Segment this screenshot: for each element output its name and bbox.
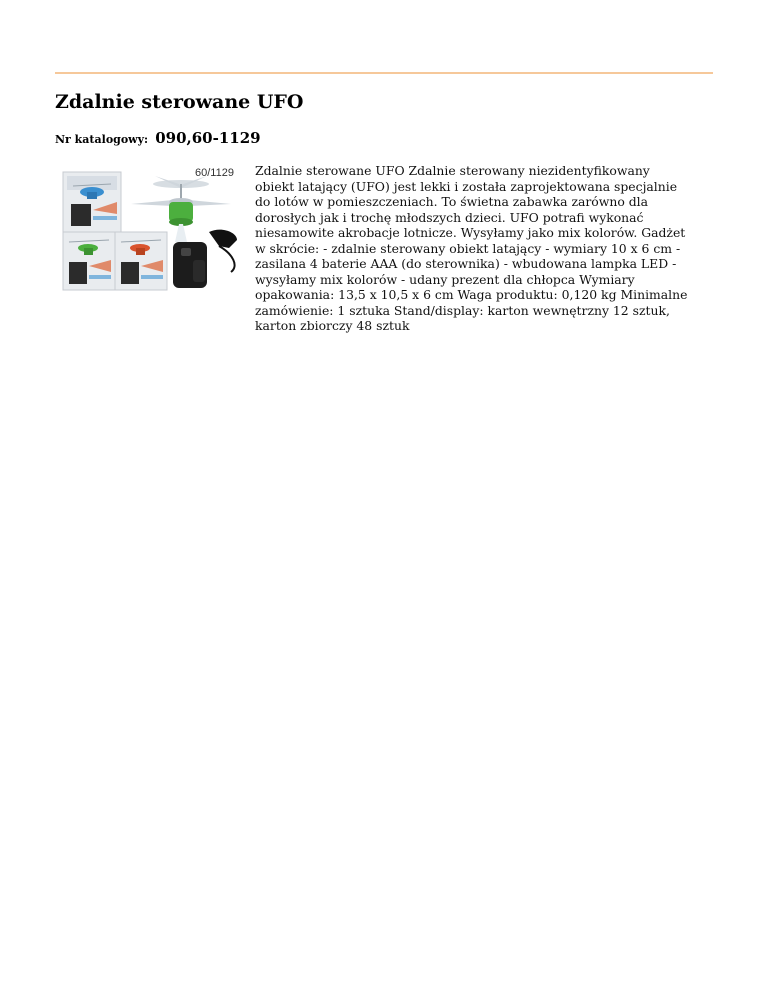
package-box-blue <box>63 172 121 232</box>
header-divider <box>55 72 713 74</box>
image-code-label: 60/1129 <box>195 167 234 179</box>
catalog-number: 090,60-1129 <box>155 129 261 147</box>
product-description: Zdalnie sterowane UFO Zdalnie sterowany niezidentyfikowany obiekt latający (UFO) jest lekki i została zaprojektowana specjalnie do lotów w pomieszczeniach. To świetna zabawka zarówno dla dorosłych jak i trochę młodszych dzieci. UFO potrafi wykonać niesamowite akrobacje lotnicze. Wysyłamy jako mix kolorów. Gadżet w skrócie: - zdalnie sterowany obiekt latający - wymiary 10 x 6 cm - zasilana 4 baterie AAA (do sterownika) - wbudowana lampka LED - wysyłamy mix kolorów - udany prezent dla chłopca Wymiary opakowania: 13,5 x 10,5 x 6 cm Waga produktu: 0,120 kg Minimalne zamówienie: 1 sztuka Stand/display: karton wewnętrzny 12 sztuk, karton zbiorczy 48 sztuk <box>255 163 688 333</box>
package-box-green <box>63 232 115 290</box>
catalog-label: Nr katalogowy: <box>55 133 149 146</box>
catalog-info <box>55 128 261 147</box>
page-title: Zdalnie sterowane UFO <box>55 91 304 113</box>
product-image <box>61 162 245 293</box>
package-box-red <box>115 232 167 290</box>
